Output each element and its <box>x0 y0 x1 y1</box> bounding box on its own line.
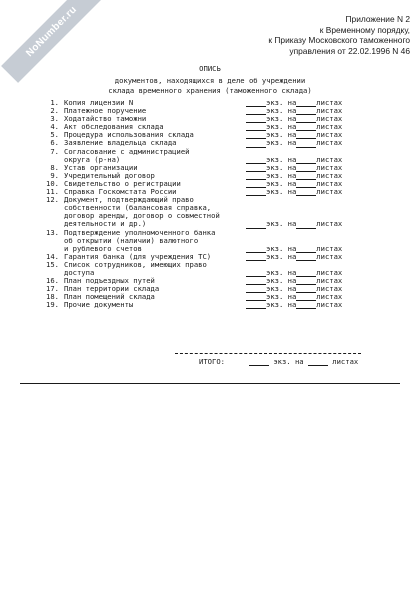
pages-unit: листах <box>316 98 343 107</box>
header-line: управления от 22.02.1996 N 46 <box>289 45 410 56</box>
copies-blank <box>246 107 266 115</box>
document-item <box>30 148 400 164</box>
pages-unit: листах <box>316 170 343 180</box>
pages-unit: листах <box>316 138 343 148</box>
pages-unit: листах <box>316 243 343 253</box>
item-label: Документ, подтверждающий право <box>64 195 194 205</box>
item-label: собственности (балансовая справка, <box>64 203 212 213</box>
pages-unit: листах <box>316 300 343 310</box>
copies-unit: экз. на <box>266 276 297 286</box>
item-label: Платежное поручение <box>64 106 147 116</box>
item-number: 3. <box>50 114 59 124</box>
item-number: 12. <box>46 195 59 205</box>
document-item-line <box>30 301 400 309</box>
item-label: доступа <box>64 267 95 277</box>
pages-blank <box>296 188 316 196</box>
header-line: к Временному порядку, <box>319 24 410 35</box>
copies-unit: экз. на <box>266 300 297 310</box>
copies-unit: экз. на <box>266 219 297 229</box>
item-label: План территории склада <box>64 284 160 294</box>
pages-blank <box>296 245 316 253</box>
pages-blank <box>296 156 316 164</box>
item-label: округа (р-на) <box>64 154 121 164</box>
pages-unit: листах <box>316 219 343 229</box>
copies-blank <box>246 156 266 164</box>
document-header <box>268 14 410 56</box>
copies-blank <box>246 293 266 301</box>
copies-blank <box>246 172 266 180</box>
item-number: 16. <box>46 276 59 286</box>
pages-blank <box>296 107 316 115</box>
copies-blank <box>246 253 266 261</box>
pages-unit: листах <box>316 162 343 172</box>
item-number: 11. <box>46 187 59 197</box>
pages-blank <box>296 277 316 285</box>
copies-unit: экз. на <box>266 170 297 180</box>
item-number: 9. <box>50 170 59 180</box>
item-label: Справка Госкомстата России <box>64 187 177 197</box>
item-number: 17. <box>46 284 59 294</box>
item-label: Свидетельство о регистрации <box>64 178 181 188</box>
document-title: ОПИСЬ <box>199 64 221 73</box>
pages-blank <box>296 221 316 229</box>
item-number: 14. <box>46 251 59 261</box>
pages-unit: листах <box>316 178 343 188</box>
pages-blank <box>296 285 316 293</box>
copies-unit: экз. на <box>266 138 297 148</box>
copies-blank <box>246 180 266 188</box>
pages-unit: листах <box>316 251 343 261</box>
item-label: деятельности и др.) <box>64 219 147 229</box>
pages-blank <box>296 301 316 309</box>
copies-blank <box>246 277 266 285</box>
totals-divider <box>175 353 361 354</box>
pages-unit: листах <box>316 187 343 197</box>
subtitle-line: склада временного хранения (таможенного склада) <box>108 85 312 95</box>
item-label: договор аренды, договор о совместной <box>64 211 220 221</box>
pages-blank <box>296 164 316 172</box>
pages-blank <box>296 293 316 301</box>
item-label: Учредительный договор <box>64 170 155 180</box>
pages-unit: листах <box>316 114 343 124</box>
item-label: План помещений склада <box>64 292 155 302</box>
document-item <box>30 261 400 277</box>
item-number: 5. <box>50 130 59 140</box>
pages-unit: листах <box>316 154 343 164</box>
item-number: 10. <box>46 178 59 188</box>
item-number: 19. <box>46 300 59 310</box>
pages-blank <box>296 115 316 123</box>
totals-unit-text: экз. на <box>273 357 304 366</box>
item-number: 7. <box>50 146 59 156</box>
copies-unit: экз. на <box>266 154 297 164</box>
copies-unit: экз. на <box>266 267 297 277</box>
item-number: 2. <box>50 106 59 116</box>
copies-unit: экз. на <box>266 162 297 172</box>
item-quantity <box>246 188 342 196</box>
copies-blank <box>246 123 266 131</box>
pages-blank <box>296 131 316 139</box>
pages-blank <box>296 253 316 261</box>
document-subtitle <box>0 76 420 95</box>
totals-pages-blank <box>308 358 328 366</box>
item-number: 1. <box>50 98 59 107</box>
pages-unit: листах <box>316 284 343 294</box>
item-quantity <box>246 220 342 228</box>
copies-unit: экз. на <box>266 284 297 294</box>
totals-row <box>175 358 358 366</box>
item-quantity <box>246 253 342 261</box>
copies-blank <box>246 245 266 253</box>
pages-unit: листах <box>316 292 343 302</box>
pages-blank <box>296 180 316 188</box>
document-list <box>30 99 400 309</box>
pages-blank <box>296 140 316 148</box>
copies-blank <box>246 301 266 309</box>
copies-blank <box>246 269 266 277</box>
item-label: Акт обследования склада <box>64 122 164 132</box>
copies-unit: экз. на <box>266 98 297 107</box>
item-label: План подъездных путей <box>64 276 155 286</box>
copies-unit: экз. на <box>266 292 297 302</box>
copies-unit: экз. на <box>266 122 297 132</box>
copies-blank <box>246 115 266 123</box>
totals-unit <box>269 358 308 366</box>
item-label: Согласование с администрацией <box>64 146 190 156</box>
copies-unit: экз. на <box>266 106 297 116</box>
item-number: 4. <box>50 122 59 132</box>
totals-label: ИТОГО: <box>199 357 225 366</box>
subtitle-line: документов, находящихся в деле об учреждении <box>114 76 306 85</box>
pages-blank <box>296 123 316 131</box>
copies-unit: экз. на <box>266 243 297 253</box>
copies-blank <box>246 99 266 107</box>
pages-unit: листах <box>316 267 343 277</box>
pages-unit: листах <box>316 276 343 286</box>
item-label: Прочие документы <box>64 300 134 310</box>
pages-unit: листах <box>316 130 343 140</box>
watermark: NoNumber.ru <box>1 0 103 83</box>
copies-blank <box>246 164 266 172</box>
item-number: 13. <box>46 227 59 237</box>
pages-unit: листах <box>316 106 343 116</box>
document-item <box>30 196 400 228</box>
header-line: к Приказу Московского таможенного <box>268 35 410 45</box>
copies-unit: экз. на <box>266 130 297 140</box>
item-number: 18. <box>46 292 59 302</box>
document-item <box>30 301 400 309</box>
pages-blank <box>296 172 316 180</box>
totals-pages <box>328 358 358 366</box>
copies-unit: экз. на <box>266 114 297 124</box>
item-label: Подтверждение уполномоченного банка <box>64 227 216 237</box>
item-quantity <box>246 139 342 147</box>
item-number: 15. <box>46 259 59 269</box>
item-quantity <box>246 301 342 309</box>
item-label: Процедура использования склада <box>64 130 194 140</box>
document-item <box>30 229 400 253</box>
item-label: Список сотрудников, имеющих право <box>64 259 207 269</box>
pages-blank <box>296 269 316 277</box>
copies-blank <box>246 221 266 229</box>
totals-copies-blank <box>249 358 269 366</box>
item-label: Устав организации <box>64 162 138 172</box>
item-label: Заявление владельца склада <box>64 138 177 148</box>
item-label: Ходатайство таможни <box>64 114 147 124</box>
totals-pages-text: листах <box>332 357 359 366</box>
header-line: Приложение N 2 <box>345 14 410 24</box>
item-label: Копия лицензии N <box>64 98 134 107</box>
pages-blank <box>296 99 316 107</box>
item-label: об открытии (наличии) валютного <box>64 235 199 245</box>
copies-blank <box>246 131 266 139</box>
copies-unit: экз. на <box>266 251 297 261</box>
item-number: 8. <box>50 162 59 172</box>
pages-unit: листах <box>316 122 343 132</box>
item-label: и рублевого счетов <box>64 243 142 253</box>
item-number: 6. <box>50 138 59 148</box>
copies-blank <box>246 188 266 196</box>
copies-blank <box>246 285 266 293</box>
copies-blank <box>246 140 266 148</box>
item-label: Гарантия банка (для учреждения ТС) <box>64 251 212 261</box>
bottom-rule <box>20 383 400 384</box>
copies-unit: экз. на <box>266 187 297 197</box>
copies-unit: экз. на <box>266 178 297 188</box>
